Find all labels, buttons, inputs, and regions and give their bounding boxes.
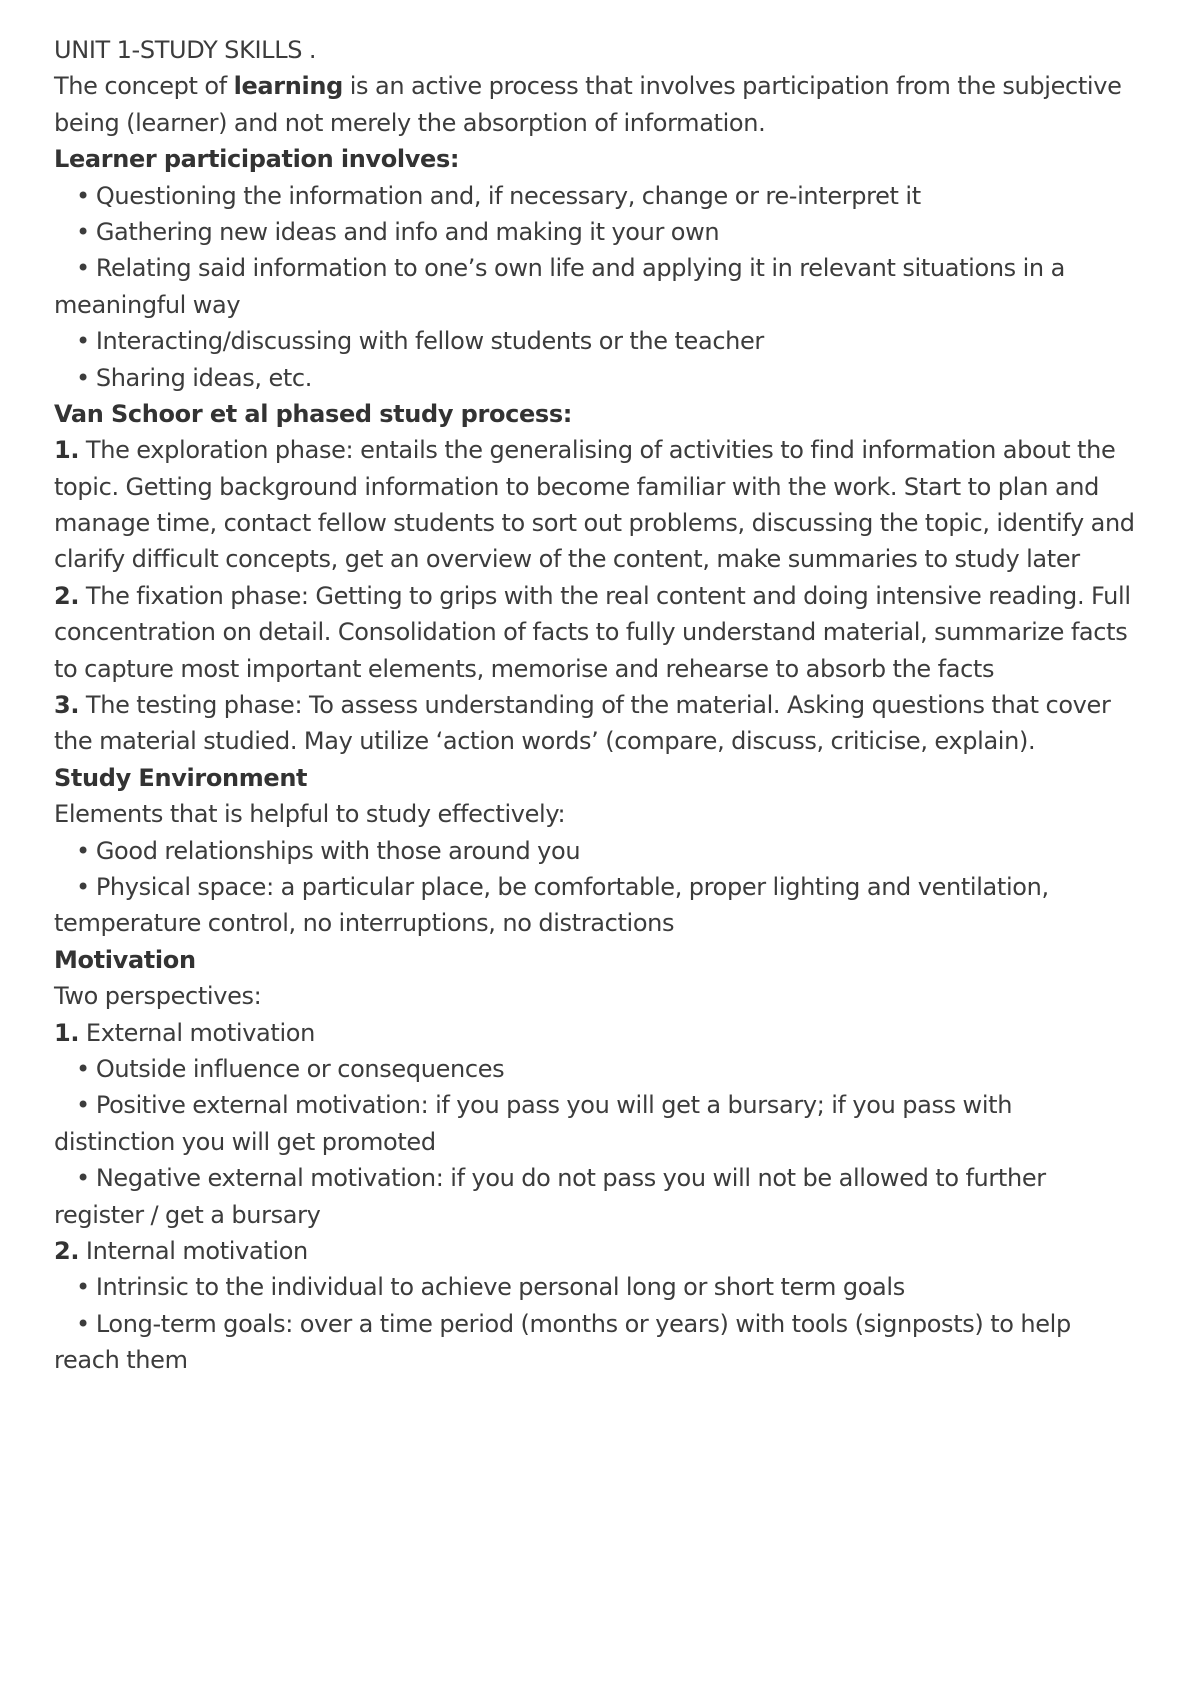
- document-page: [54, 32, 1164, 1378]
- phase-text: The fixation phase: Getting to grips with the real content and doing intensive reading. Full: [79, 581, 1131, 610]
- bullet-icon: •: [76, 327, 90, 356]
- environment-intro: Elements that is helpful to study effectively:: [54, 800, 566, 829]
- intro-text: is an active process that involves participation from the subjective: [342, 72, 1122, 101]
- phase-text: The testing phase: To assess understanding of the material. Asking questions that cover: [79, 691, 1111, 720]
- motivation-intro: Two perspectives:: [54, 982, 262, 1011]
- list-item: [54, 1160, 1164, 1196]
- bullet-icon: •: [76, 181, 90, 210]
- list-item: [54, 1306, 1164, 1342]
- bullet-icon: •: [76, 872, 90, 901]
- bullet-icon: •: [76, 1054, 90, 1083]
- phase-number: 3.: [54, 691, 80, 720]
- intro-line: being (learner) and not merely the absorption of information.: [54, 108, 766, 137]
- list-item-text: Negative external motivation: if you do not pass you will not be allowed to further: [95, 1164, 1046, 1193]
- list-item: [54, 869, 1164, 905]
- list-item-continuation: register / get a bursary: [54, 1200, 321, 1229]
- bullet-icon: •: [76, 836, 90, 865]
- list-item-text: Good relationships with those around you: [95, 836, 581, 865]
- list-item: [54, 1087, 1164, 1123]
- list-item: [54, 833, 1164, 869]
- phase-number: 2.: [54, 581, 80, 610]
- phase-line: the material studied. May utilize ‘action words’ (compare, discuss, criticise, explain).: [54, 727, 1036, 756]
- phase-line: topic. Getting background information to become familiar with the work. Start to plan and: [54, 472, 1100, 501]
- bullet-icon: •: [76, 1091, 90, 1120]
- list-item-text: Sharing ideas, etc.: [95, 363, 313, 392]
- intro-line: [54, 68, 1164, 104]
- phase-line: manage time, contact fellow students to sort out problems, discussing the topic, identify and: [54, 509, 1135, 538]
- motivation-title: External motivation: [79, 1018, 315, 1047]
- motivation-subheading-internal: [54, 1233, 1164, 1269]
- bullet-icon: •: [76, 363, 90, 392]
- list-item-continuation: reach them: [54, 1346, 188, 1375]
- phase-number: 1.: [54, 436, 80, 465]
- bullet-icon: •: [76, 1164, 90, 1193]
- list-item-text: Questioning the information and, if necessary, change or re-interpret it: [95, 181, 921, 210]
- section-heading-motivation: Motivation: [54, 945, 196, 974]
- intro-keyword: learning: [233, 72, 343, 101]
- motivation-title: Internal motivation: [79, 1236, 308, 1265]
- list-item: [54, 214, 1164, 250]
- phase-line: [54, 432, 1164, 468]
- bullet-icon: •: [76, 217, 90, 246]
- list-item-text: Intrinsic to the individual to achieve personal long or short term goals: [95, 1273, 905, 1302]
- list-item-continuation: meaningful way: [54, 290, 241, 319]
- list-item-text: Long-term goals: over a time period (months or years) with tools (signposts) to help: [95, 1309, 1071, 1338]
- list-item-text: Outside influence or consequences: [95, 1054, 505, 1083]
- phase-line: to capture most important elements, memorise and rehearse to absorb the facts: [54, 654, 995, 683]
- bullet-icon: •: [76, 1309, 90, 1338]
- list-item-text: Interacting/discussing with fellow students or the teacher: [95, 327, 764, 356]
- list-item-text: Relating said information to one’s own life and applying it in relevant situations in a: [95, 254, 1065, 283]
- motivation-number: 1.: [54, 1018, 80, 1047]
- phase-line: [54, 687, 1164, 723]
- page-title: UNIT 1-STUDY SKILLS .: [54, 36, 317, 64]
- phase-line: clarify difficult concepts, get an overview of the content, make summaries to study later: [54, 545, 1080, 574]
- list-item-continuation: distinction you will get promoted: [54, 1127, 436, 1156]
- section-heading-environment: Study Environment: [54, 763, 308, 792]
- intro-text: The concept of: [54, 72, 234, 101]
- phase-line: concentration on detail. Consolidation of facts to fully understand material, summarize facts: [54, 618, 1128, 647]
- motivation-number: 2.: [54, 1236, 80, 1265]
- motivation-subheading-external: [54, 1015, 1164, 1051]
- section-heading-phases: Van Schoor et al phased study process:: [54, 399, 573, 428]
- list-item: [54, 178, 1164, 214]
- phase-line: [54, 578, 1164, 614]
- list-item: [54, 250, 1164, 286]
- phase-text: The exploration phase: entails the generalising of activities to find information about the: [79, 436, 1116, 465]
- list-item: [54, 360, 1164, 396]
- list-item: [54, 1269, 1164, 1305]
- list-item-text: Positive external motivation: if you pass you will get a bursary; if you pass with: [95, 1091, 1013, 1120]
- section-heading-participation: Learner participation involves:: [54, 145, 460, 174]
- list-item-text: Physical space: a particular place, be comfortable, proper lighting and ventilation,: [95, 872, 1049, 901]
- list-item: [54, 323, 1164, 359]
- list-item-continuation: temperature control, no interruptions, no distractions: [54, 909, 675, 938]
- bullet-icon: •: [76, 1273, 90, 1302]
- list-item: [54, 1051, 1164, 1087]
- list-item-text: Gathering new ideas and info and making it your own: [95, 217, 720, 246]
- bullet-icon: •: [76, 254, 90, 283]
